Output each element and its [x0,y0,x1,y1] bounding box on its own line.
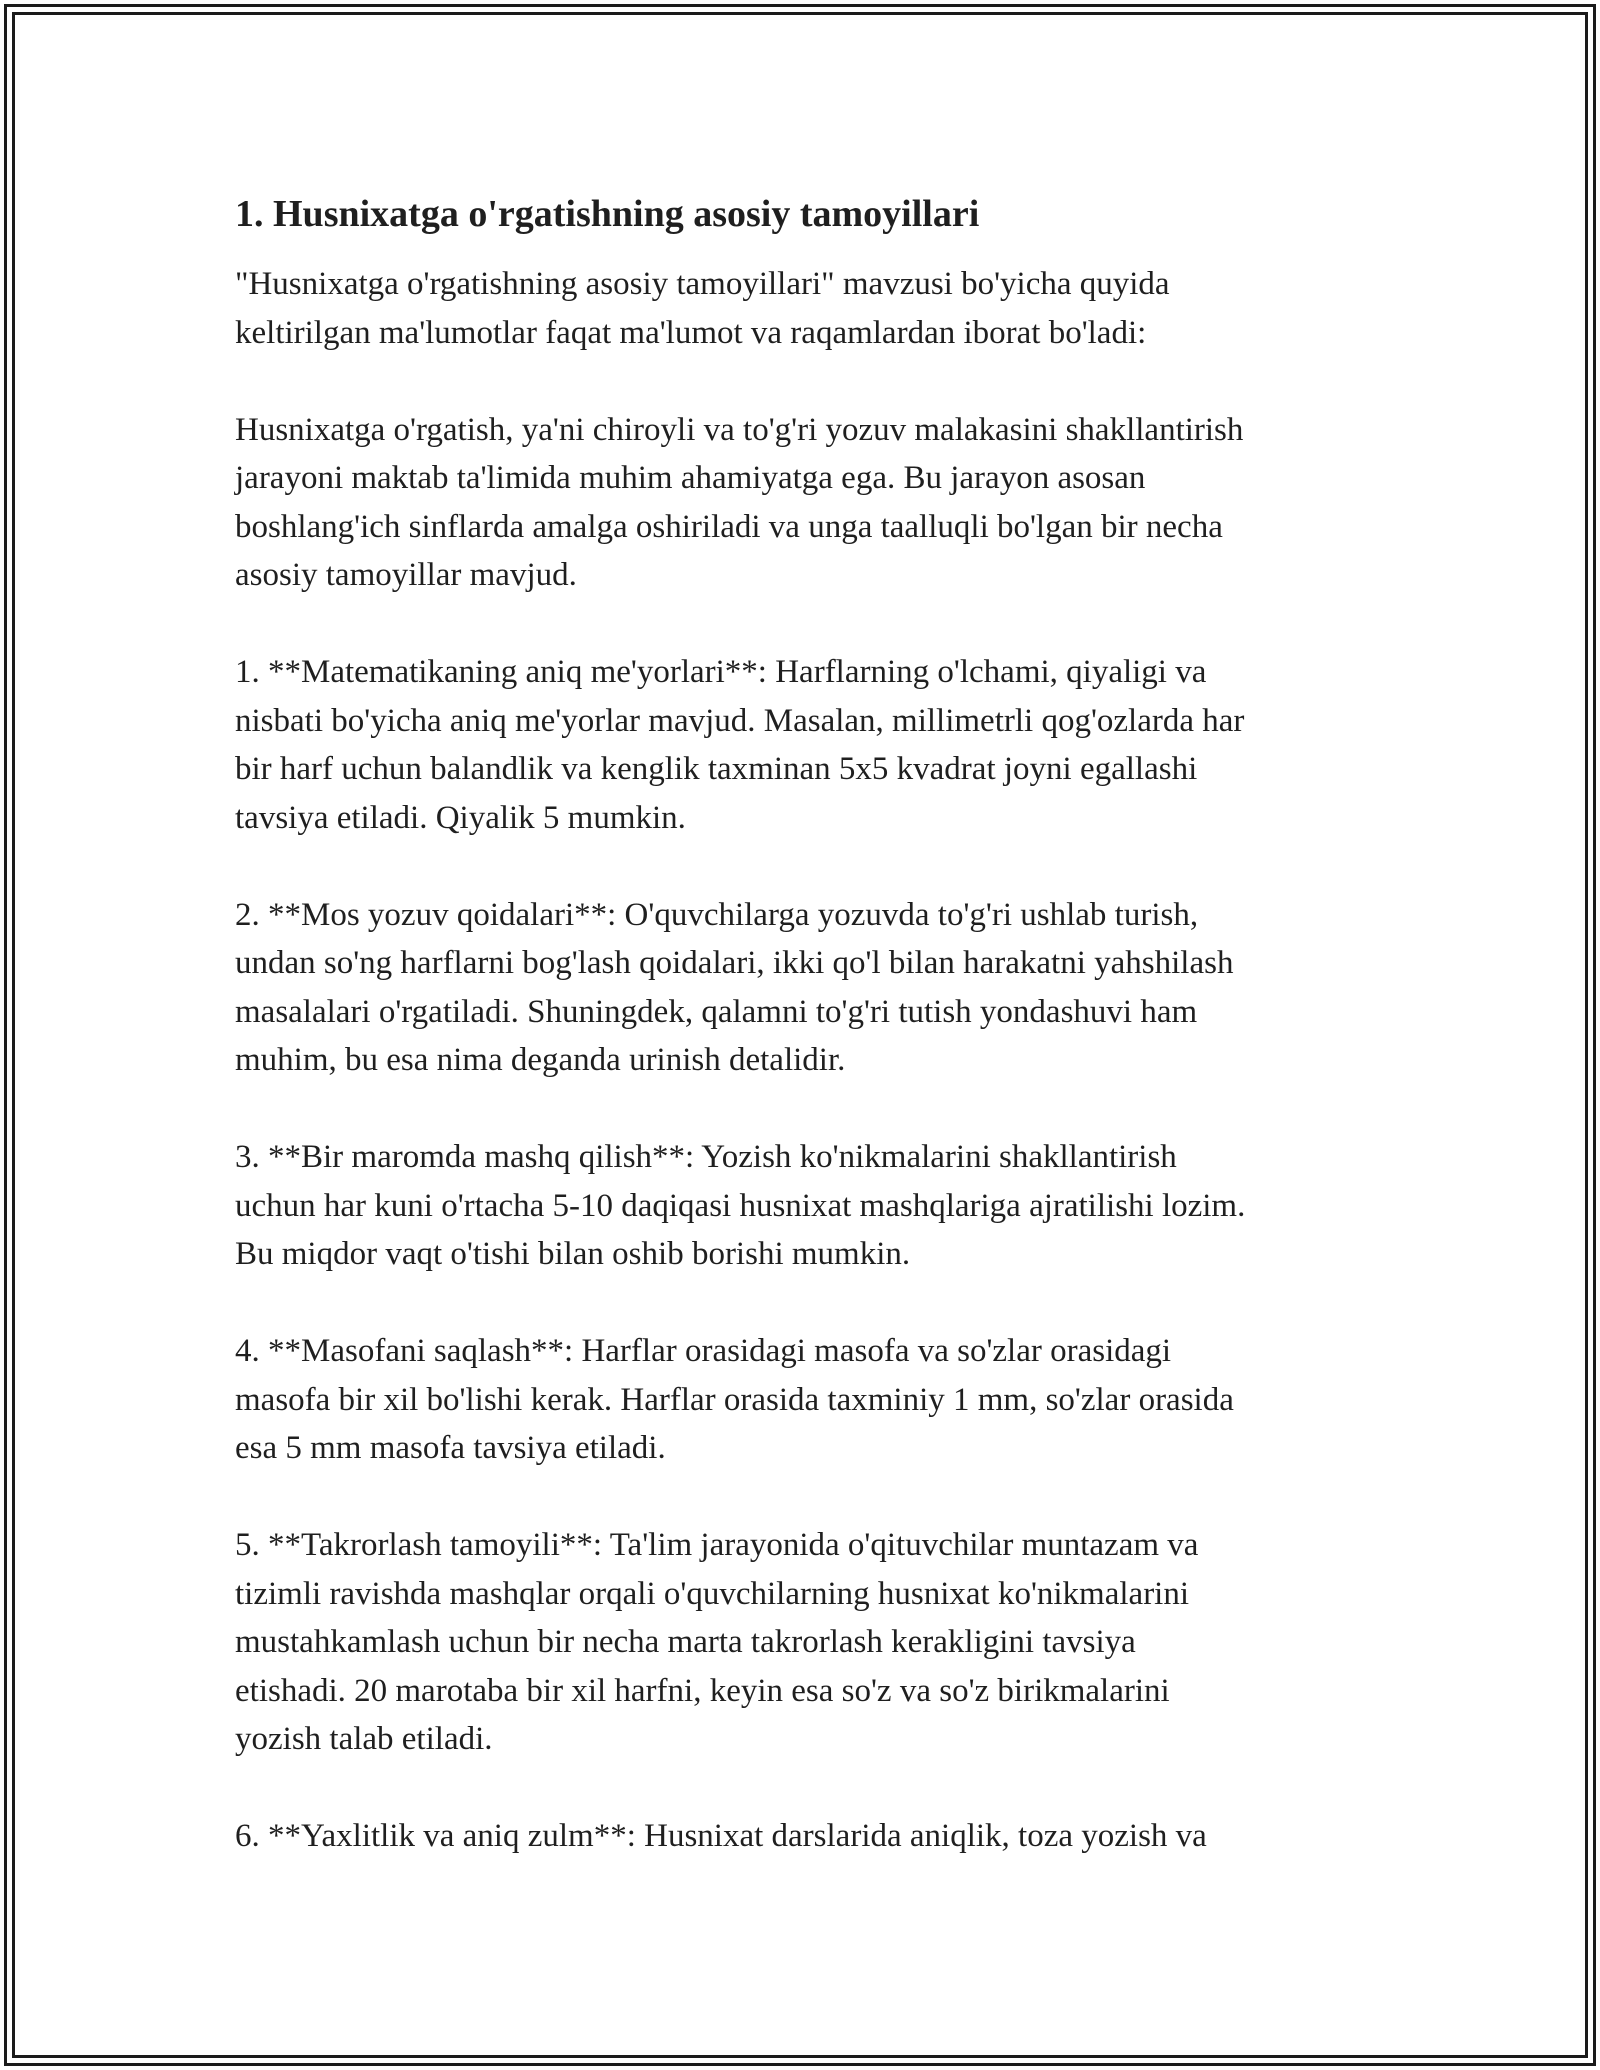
paragraph-principle-5: 5. **Takrorlash tamoyili**: Ta'lim jarayonida o'qituvchilar muntazam va tizimli ravishda mashqlar orqali o'quvchilarning husnixat ko'nikmalarini mustahkamlash uchun bir necha marta takrorlash kerakligini tavsiya etishadi. 20 marotaba bir xil harfni, keyin esa so'z va so'z birikmalarini yozish talab etiladi. [235,1527,1199,1757]
paragraph-principle-3: 3. **Bir maromda mashq qilish**: Yozish ko'nikmalarini shakllantirish uchun har kuni o'rtacha 5-10 daqiqasi husnixat mashqlariga ajratilishi lozim. Bu miqdor vaqt o'tishi bilan oshib borishi mumkin. [235,1139,1246,1272]
paragraph-intro: "Husnixatga o'rgatishning asosiy tamoyillari" mavzusi bo'yicha quyida keltirilgan ma'lumotlar faqat ma'lumot va raqamlardan iborat bo'ladi: [235,266,1170,351]
paragraph-principle-1: 1. **Matematikaning aniq me'yorlari**: Harflarning o'lchami, qiyaligi va nisbati bo'yicha aniq me'yorlar mavjud. Masalan, millimetrli qog'ozlarda har bir harf uchun balandlik va kenglik taxminan 5x5 kvadrat joyni egallashi tavsiya etiladi. Qiyalik 5 mumkin. [235,654,1245,836]
document-title: 1. Husnixatga o'rgatishning asosiy tamoyillari [235,193,980,235]
paragraph-principle-4: 4. **Masofani saqlash**: Harflar orasidagi masofa va so'zlar orasidagi masofa bir xil bo'lishi kerak. Harflar orasida taxminiy 1 mm, so'zlar orasida esa 5 mm masofa tavsiya etiladi. [235,1333,1234,1466]
document-body [235,190,1365,1909]
paragraph-principle-2: 2. **Mos yozuv qoidalari**: O'quvchilarga yozuvda to'g'ri ushlab turish, undan so'ng harflarni bog'lash qoidalari, ikki qo'l bilan harakatni yahshilash masalalari o'rgatiladi. Shuningdek, qalamni to'g'ri tutish yondashuvi ham muhim, bu esa nima deganda urinish detalidir. [235,896,1234,1078]
paragraph-principle-6: 6. **Yaxlitlik va aniq zulm**: Husnixat darslarida aniqlik, toza yozish va [235,1818,1207,1854]
paragraph-overview: Husnixatga o'rgatish, ya'ni chiroyli va to'g'ri yozuv malakasini shakllantirish jarayoni maktab ta'limida muhim ahamiyatga ega. Bu jarayon asosan boshlang'ich sinflarda amalga oshiriladi va unga taalluqli bo'lgan bir necha asosiy tamoyillar mavjud. [235,411,1244,593]
